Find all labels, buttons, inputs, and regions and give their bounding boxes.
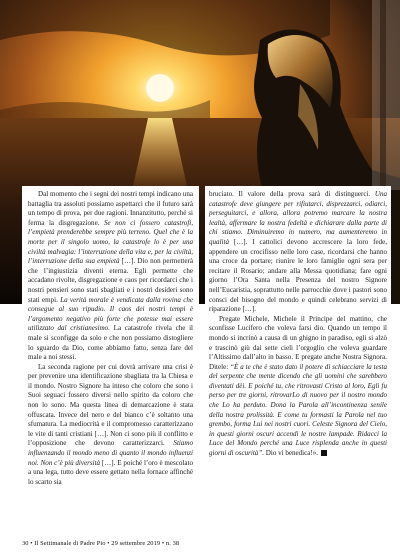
italic-run: “È a te che è stato dato il potere di schiacciare la testa del serpente che mente dicendo che gli uomini che sarebbero diventati dèi. E poiché tu, che ritrovasti Cristo al loro, Egli fu perso per tre giorni, ritrovarLo di nuovo per il nostro mondo che Lo ha perduto. Dona la Parola all’incontinenza senile della nostra prolissità. E come tu formasti la Parola nel tuo grembo, forma Lui nei nostri cuori. Celeste Signora del Cielo, in questi giorni oscuri accendi le nostre lampade. Ridacci la Luce del Mondo perché una Luce risplenda anche in questi giorni di oscurità”. <box>209 362 387 458</box>
text-run: Dal momento che i segni dei nostri tempi indicano una battaglia tra assoluti possiamo aspettarci che il futuro sarà un tempo di prova, per due ragioni. Innanzitutto, perché si ferma la disgregazione. <box>28 190 193 227</box>
text-run: […]. I cattolici devono accrescere la loro fede, appendere un crocifisso nelle loro case, ricordarsi che hanno una croce da portare; riunire le loro famiglie ogni sera per recitare il Rosario; andare alla Messa quotidiana; fare ogni giorno l’Ora Santa nella Presenza del nostro Signore nell’Eucaristia, soprattutto nelle parrocchie dove i pastori sono consci del bisogno del mondo e quindi celebrano servizi di riparazione […]. <box>209 237 387 314</box>
text-run: Dio vi benedica!». <box>265 449 319 458</box>
article-body <box>22 186 390 526</box>
text-run: La seconda ragione per cui dovrà arrivare una crisi è per prevenire una identificazione sbagliata tra la Chiesa e il mondo. Nostro Signore ha inteso che coloro che sono i Suoi seguaci fossero diversi nello spirito da coloro che non lo sono. Ma questa linea di demarcazione è stata offuscata. Invece del nero e del bianco c’è soltanto una sfumatura. La mediocrità e il compromesso caratterizzano le vite di tanti cristiani […]. Non ci sono più il conflitto e l’opposizione che devono caratterizzarci. <box>28 362 193 448</box>
text-run: […]. Dio non permetterà che l’ingiustizia diventi eterna. Egli permette che accadano rivolte, disgregazione e caos per ricordarci che i nostri pensieri sono stati sbagliati e i nostri desideri sono stati empi. <box>28 257 193 304</box>
text-run: Pregate Michele, Michele il Principe del mattino, che sconfisse Lucifero che voleva farsi dio. Quando un tempo il mondo si incrinò a causa di un ghigno in paradiso, egli si alzò e trascinò giù dai sette cieli l’orgoglio che voleva guardare l’Altissimo dall’alto in basso. E pregate anche Nostra Signora. Ditele: <box>209 314 387 371</box>
page-number: 30 <box>22 540 29 547</box>
text-column-right <box>205 186 391 459</box>
italic-run: Stiamo influenzando il mondo meno di quanto il mondo influenzi noi. Non c’è più diversità <box>28 439 193 467</box>
paragraph <box>28 363 193 488</box>
paragraph <box>209 315 387 459</box>
issue-date: 29 settembre 2019 <box>111 540 161 547</box>
italic-run: Una catastrofe deve giungere per rifiutarci, disprezzarci, odiarci, perseguitarci, e allora, allora potremo marcare la nostra lealtà, affermare la nostra fedeltà e dichiarare dalla parte di chi stiamo. Diminuiremo in numero, ma aumenteremo in qualità <box>209 190 387 246</box>
text-run: bruciato. Il valore della prova sarà di distinguerci. <box>209 190 375 198</box>
italic-run: La verità morale è vendicata dalla rovina che consegue al suo ripudio. Il caos dei nostri tempi è l’argomento negativo più forte che potesse mai essere utilizzato dal cristianesimo. <box>28 295 193 333</box>
paragraph <box>209 190 387 315</box>
issue-number: n. 38 <box>165 540 180 547</box>
italic-run: Se non ci fossero catastrofi, l’empietà prenderebbe sempre più terreno. Quel che è la morte per il singolo uomo, la catastrofe lo è per una civiltà malvagia: l’interruzione della vita e, per la civiltà, l’interruzione della sua empietà <box>28 218 193 266</box>
end-of-article-mark <box>321 450 327 456</box>
text-run: La catastrofe rivela che il male si sconfigge da solo e che non possiamo distogliere lo sguardo da Dio, come abbiamo fatto, senza fare del male a noi stessi. <box>28 324 194 362</box>
page-footer: 30 • Il Settimanale di Padre Pio • 29 settembre 2019 • n. 38 <box>22 540 180 547</box>
paragraph <box>28 190 193 363</box>
text-run: […]. E poiché l’oro è mescolato a una lega, tutto deve essere gettato nella fornace affinché lo scarto sia <box>28 458 193 486</box>
magazine-name: Il Settimanale di Padre Pio <box>34 540 106 547</box>
text-column-left <box>22 186 199 487</box>
